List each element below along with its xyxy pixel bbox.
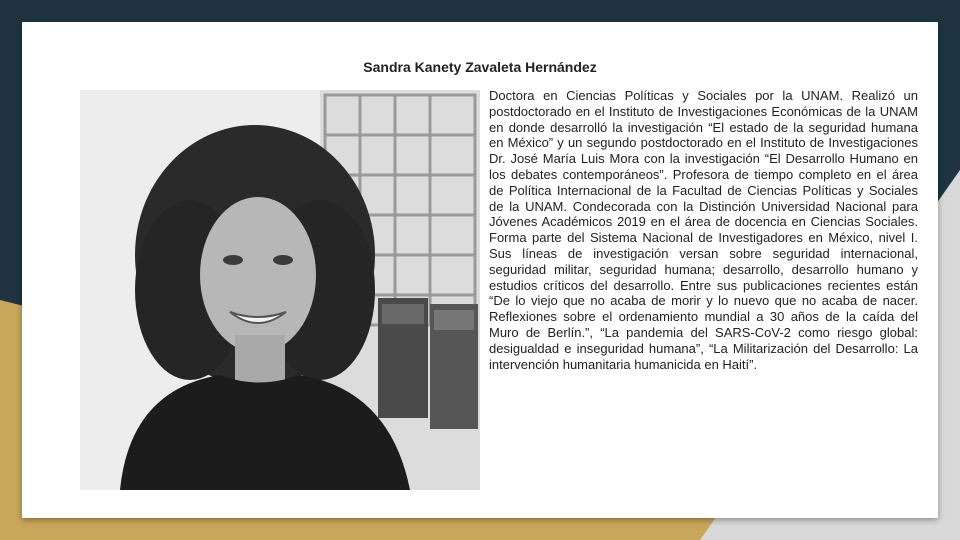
bio-paragraph: Doctora en Ciencias Políticas y Sociales por la UNAM. Realizó un postdoctorado en el Instituto de Investigaciones Económicas de la UNAM en donde desarrolló la investigación “El estado de la seguridad humana en México” y un segundo postdoctorado en el Instituto de Investigaciones Dr. José María Luis Mora con la investigación “El Desarrollo Humano en los debates contemporáneos”. Profesora de tiempo completo en el área de Política Internacional de la Facultad de Ciencias Políticas y Sociales de la UNAM. Condecorada con la Distinción Universidad Nacional para Jóvenes Académicos 2019 en el área de docencia en Ciencias Sociales. Forma parte del Sistema Nacional de Investigadores en México, nivel I. Sus líneas de investigación versan sobre seguridad internacional, seguridad militar, seguridad humana; desarrollo, desarrollo humano y estudios críticos del desarrollo. Entre sus publicaciones recientes están “De lo viejo que no acaba de morir y lo nuevo que no acaba de nacer. Reflexiones sobre el ordenamiento mundial a 30 años de la caída del Muro de Berlín.”, “La pandemia del SARS-CoV-2 como riesgo global: desigualdad e inseguridad humana”, “La Militarización del Desarrollo: La intervención humanitaria humanicida en Haití”. xyxy=(489,88,918,372)
portrait-photo xyxy=(80,90,480,490)
slide-title: Sandra Kanety Zavaleta Hernández xyxy=(363,59,597,75)
slide-card xyxy=(22,22,938,518)
